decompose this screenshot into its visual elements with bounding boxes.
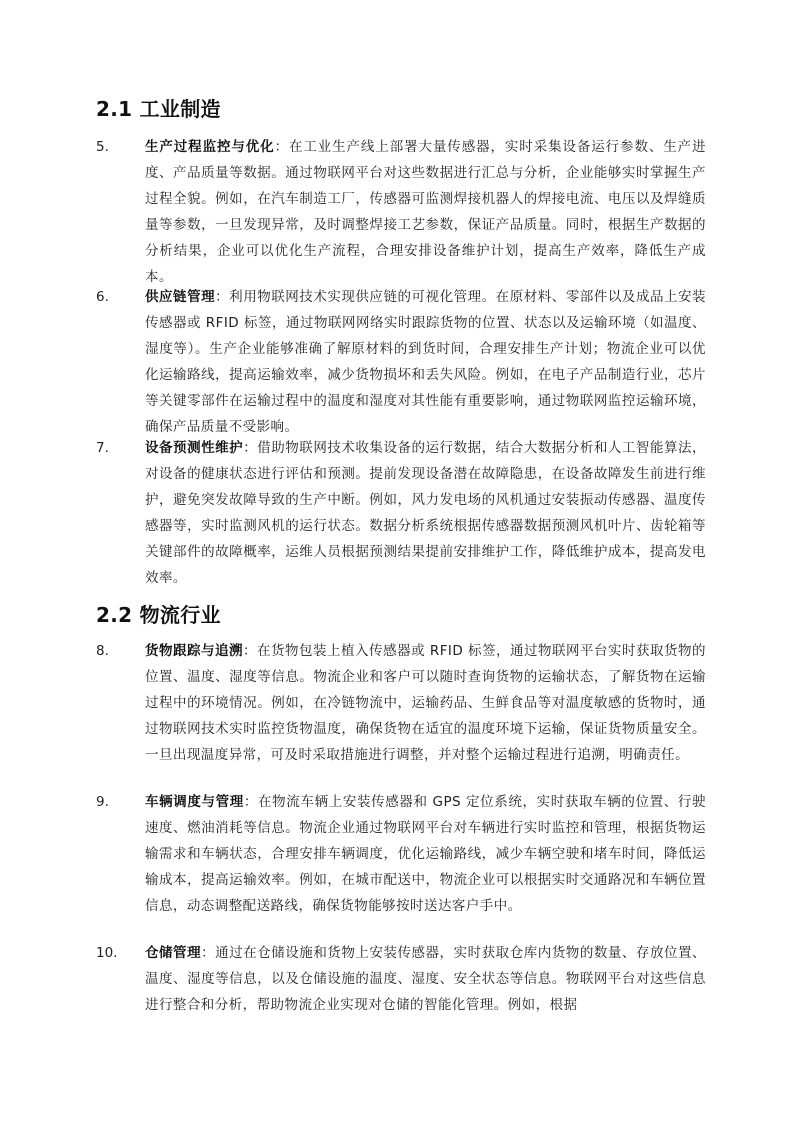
list-item-body: ：在货物包装上植入传感器或 RFID 标签，通过物联网平台实时获取货物的位置、温度、湿度等信息。物流企业和客户可以随时查询货物的运输状态，了解货物在运输过程中的环境情况。例如，在冷链物流中，运输药品、生鲜食品等对温度敏感的货物时，通过物联网技术实时监控货物温度，确保货物在适宜的温度环境下运输，保证货物质量安全。一旦出现温度异常，可及时采取措施进行调整，并对整个运输过程进行追溯，明确责任。 bbox=[145, 643, 706, 763]
list-item bbox=[96, 940, 706, 1018]
list-item-text bbox=[145, 789, 706, 919]
list-item-number: 9. bbox=[96, 794, 109, 810]
list-item-number: 5. bbox=[96, 139, 109, 155]
section-heading-logistics: 2.2 物流行业 bbox=[96, 603, 221, 627]
list-item-term: 货物跟踪与追溯 bbox=[145, 643, 244, 659]
list-item-text bbox=[145, 284, 706, 440]
list-item-text bbox=[145, 940, 706, 1018]
list-item-number: 6. bbox=[96, 289, 109, 305]
list-item bbox=[96, 638, 706, 768]
list-item bbox=[96, 435, 706, 591]
list-item-term: 供应链管理 bbox=[145, 289, 216, 305]
list-item-body: ：在工业生产线上部署大量传感器，实时采集设备运行参数、生产进度、产品质量等数据。通过物联网平台对这些数据进行汇总与分析，企业能够实时掌握生产过程全貌。例如，在汽车制造工厂，传感器可监测焊接机器人的焊接电流、电压以及焊缝质量等参数，一旦发现异常，及时调整焊接工艺参数，保证产品质量。同时，根据生产数据的分析结果，企业可以优化生产流程，合理安排设备维护计划，提高生产效率，降低生产成本。 bbox=[145, 139, 706, 285]
list-item-text bbox=[145, 638, 706, 768]
list-item-body: ：利用物联网技术实现供应链的可视化管理。在原材料、零部件以及成品上安装传感器或 RFID 标签，通过物联网网络实时跟踪货物的位置、状态以及运输环境（如温度、湿度等）。生产企业能够准确了解原材料的到货时间，合理安排生产计划；物流企业可以优化运输路线，提高运输效率，减少货物损坏和丢失风险。例如，在电子产品制造行业，芯片等关键零部件在运输过程中的温度和湿度对其性能有重要影响，通过物联网监控运输环境，确保产品质量不受影响。 bbox=[145, 289, 707, 435]
list-item bbox=[96, 134, 706, 290]
list-item-term: 车辆调度与管理 bbox=[145, 794, 244, 810]
list-item-term: 仓储管理 bbox=[145, 945, 202, 961]
list-item bbox=[96, 789, 706, 919]
list-item-text bbox=[145, 435, 706, 591]
list-item bbox=[96, 284, 706, 440]
list-item-body: ：借助物联网技术收集设备的运行数据，结合大数据分析和人工智能算法，对设备的健康状态进行评估和预测。提前发现设备潜在故障隐患，在设备故障发生前进行维护，避免突发故障导致的生产中断。例如，风力发电场的风机通过安装振动传感器、温度传感器等，实时监测风机的运行状态。数据分析系统根据传感器数据预测风机叶片、齿轮箱等关键部件的故障概率，运维人员根据预测结果提前安排维护工作，降低维护成本，提高发电效率。 bbox=[145, 440, 706, 586]
list-item-body: ：在物流车辆上安装传感器和 GPS 定位系统，实时获取车辆的位置、行驶速度、燃油消耗等信息。物流企业通过物联网平台对车辆进行实时监控和管理，根据货物运输需求和车辆状态，合理安排车辆调度，优化运输路线，减少车辆空驶和堵车时间，降低运输成本，提高运输效率。例如，在城市配送中，物流企业可以根据实时交通路况和车辆位置信息，动态调整配送路线，确保货物能够按时送达客户手中。 bbox=[145, 794, 706, 914]
list-item-number: 10. bbox=[96, 945, 118, 961]
list-item-term: 生产过程监控与优化 bbox=[145, 139, 275, 155]
list-item-number: 8. bbox=[96, 643, 109, 659]
list-item-text bbox=[145, 134, 706, 290]
list-item-body: ：通过在仓储设施和货物上安装传感器，实时获取仓库内货物的数量、存放位置、温度、湿度等信息，以及仓储设施的温度、湿度、安全状态等信息。物联网平台对这些信息进行整合和分析，帮助物流企业实现对仓储的智能化管理。例如，根据 bbox=[145, 945, 706, 1013]
section-heading-industrial-manufacturing: 2.1 工业制造 bbox=[96, 97, 221, 121]
list-item-number: 7. bbox=[96, 440, 109, 456]
list-item-term: 设备预测性维护 bbox=[145, 440, 244, 456]
